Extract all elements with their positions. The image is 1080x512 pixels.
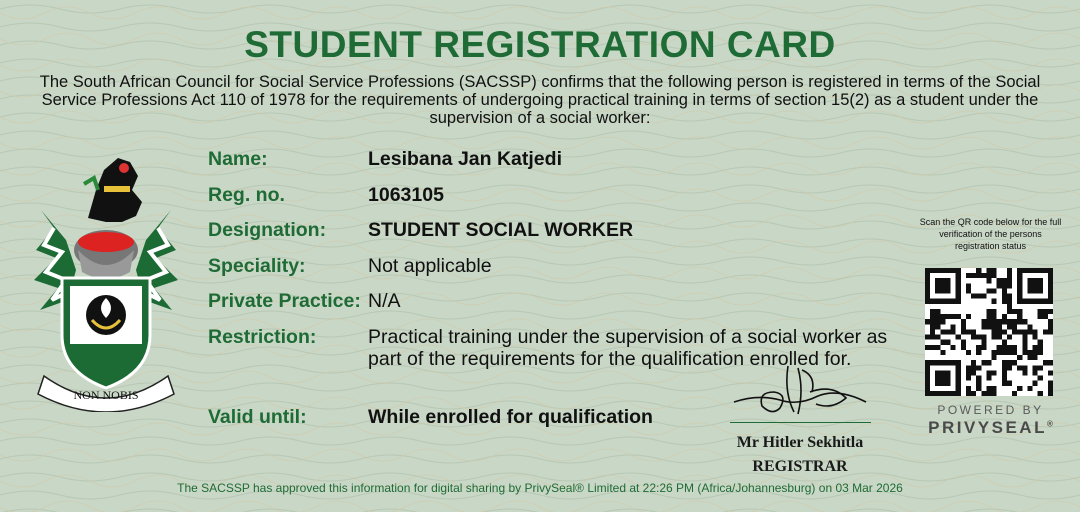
designation-label: Designation: <box>208 219 327 241</box>
restriction-value: Practical training under the supervision of a social worker as part of the requirements for the qualification enrolled for. <box>368 326 888 370</box>
speciality-value: Not applicable <box>368 255 492 277</box>
registrar-title: REGISTRAR <box>752 458 848 475</box>
privyseal-brand: PRIVYSEAL <box>928 418 1047 437</box>
valid-until-label: Valid until: <box>208 406 307 428</box>
registrar-signature <box>728 362 873 424</box>
intro-statement: The South African Council for Social Service Professions (SACSSP) confirms that the following person is registered in terms of the Social Service Professions Act 110 of 1978 for the requirements of undergoing practical training in terms of section 15(2) as a student under the supervision of a social worker: <box>39 73 1041 127</box>
private-practice-value: N/A <box>368 290 401 312</box>
crest-motto: NON NOBIS <box>73 388 139 402</box>
name-value: Lesibana Jan Katjedi <box>368 148 562 170</box>
registered-mark: ® <box>1046 419 1053 429</box>
name-label: Name: <box>208 148 268 170</box>
card-title: STUDENT REGISTRATION CARD <box>244 24 836 65</box>
signature-line <box>730 422 871 423</box>
reg-no-value: 1063105 <box>368 184 444 206</box>
registrar-name: Mr Hitler Sekhitla <box>736 434 864 451</box>
speciality-label: Speciality: <box>208 255 306 277</box>
restriction-label: Restriction: <box>208 326 317 348</box>
verification-qr-code[interactable] <box>925 268 1053 396</box>
qr-instruction: Scan the QR code below for the full verification of the persons registration status <box>919 217 1062 251</box>
sacssp-coat-of-arms <box>26 150 186 412</box>
privyseal-logo <box>918 418 1063 438</box>
registrar-block <box>710 431 890 479</box>
designation-value: STUDENT SOCIAL WORKER <box>368 219 634 241</box>
valid-until-value: While enrolled for qualification <box>368 406 653 428</box>
private-practice-label: Private Practice: <box>208 290 361 312</box>
reg-no-label: Reg. no. <box>208 184 285 206</box>
footer-disclaimer: The SACSSP has approved this information for digital sharing by PrivySeal® Limited at 22:26 PM (Africa/Johannesburg) on 03 Mar 2026 <box>177 481 903 495</box>
powered-by-label: POWERED BY <box>937 403 1044 417</box>
